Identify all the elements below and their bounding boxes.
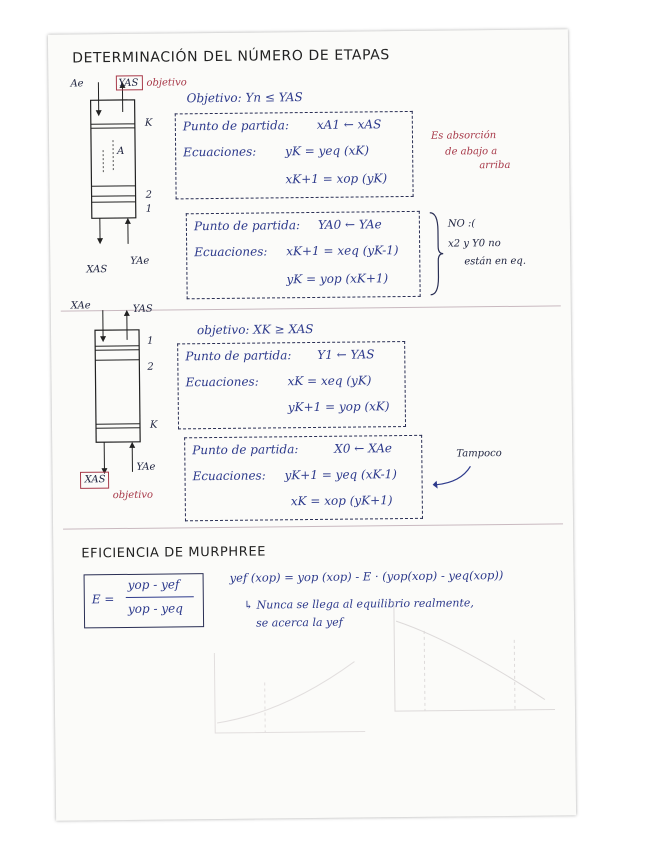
diagram2-bottom-left: XAS [84,474,106,486]
section1-box1-start: Punto de partida: [182,118,290,134]
diagram1-stage-1: 1 [145,203,153,215]
section2-box1-eq-label: Ecuaciones: [185,374,259,390]
section2-box2-eq2: xK = xop (yK+1) [290,493,393,509]
section2-box2-eq-label: Ecuaciones: [192,468,266,484]
section2-note-blue: Tampoco [456,448,502,460]
diagram2-bottom-right: YAe [136,461,156,473]
diagram2-top-right: YAS [132,303,153,315]
section2-box1-eq2: yK+1 = yop (xK) [287,399,390,415]
diagram1-bottom-right: YAe [130,255,150,267]
section-divider-2 [63,523,563,529]
page-title: DETERMINACIÓN DEL NÚMERO DE ETAPAS [72,47,390,67]
murphree-formula-denominator: yop - yeq [127,601,183,616]
section1-note-blue-2: x2 y Y0 no [448,238,501,250]
section2-box2-start: Punto de partida: [192,442,299,458]
diagram1-bottom-left: XAS [86,264,108,276]
section1-box1-start-expr: xA1 ← xAS [316,117,382,132]
diagram2-stage-1: 1 [147,335,154,347]
section2-box1-start-expr: Y1 ← YAS [317,347,375,362]
bleed-through-graph [384,589,565,731]
murphree-note-line1: ↳ Nunca se llega al equilibrio realmente, [243,596,474,612]
section1-note-blue-1: NO :( [447,218,476,230]
murphree-main-equation: yef (xop) = yop (xop) - E · (yop(xop) - yeq(xop)) [229,568,504,585]
diagram2-stage-k: K [149,419,158,431]
murphree-formula-lhs: E = [91,592,115,607]
section2-box2-start-expr: X0 ← XAe [334,441,393,456]
column-diagram-2 [70,295,195,496]
section2-objective: objetivo: XK ≥ XAS [196,321,314,338]
section1-box1-eq1: yK = yeq (xK) [285,143,370,159]
diagram1-stage-k: K [144,117,153,129]
diagram1-top-left: Ae [70,78,84,90]
section1-box2-eq1: xK+1 = xeq (yK-1) [286,243,399,259]
section1-note-red-3: arriba [479,159,511,172]
section1-box2-start-expr: YA0 ← YAe [317,217,382,232]
section1-box1-eq-label: Ecuaciones: [183,144,257,160]
murphree-note-line2: se acerca la yef [256,615,343,630]
curved-arrow-icon [430,462,474,492]
diagram1-objective-tag: objetivo [146,77,187,89]
section1-note-red-1: Es absorción [430,130,497,142]
notebook-page [48,29,576,820]
diagram1-stage-2: 2 [145,189,153,201]
diagram1-top-right: YAS [118,77,139,90]
section1-box2-eq-label: Ecuaciones: [194,244,268,260]
section1-box1-eq2: xK+1 = xop (yK) [285,171,388,187]
column-diagram-1 [70,73,192,264]
diagram2-stage-2: 2 [147,361,154,373]
section2-box1-eq1: xK = xeq (yK) [287,373,372,389]
section1-box2-start: Punto de partida: [193,218,301,234]
murphree-title: EFICIENCIA DE MURPHREE [81,544,267,562]
bleed-through-graph-left [204,641,375,753]
section1-box2-eq2: yK = yop (xK+1) [286,271,389,287]
diagram2-objective-tag: objetivo [112,489,154,502]
section2-box1-start: Punto de partida: [185,348,292,364]
section1-note-blue-3: están en eq. [464,255,527,268]
section1-objective: Objetivo: Yn ≤ YAS [186,90,303,106]
section2-box2-eq1: yK+1 = yeq (xK-1) [284,467,397,483]
brace-icon [428,211,445,297]
section1-note-red-2: de abajo a [445,146,498,158]
murphree-formula-numerator: yop - yef [127,577,180,592]
diagram1-arrow-a: A [117,145,125,158]
diagram2-top-left: XAe [70,300,91,312]
